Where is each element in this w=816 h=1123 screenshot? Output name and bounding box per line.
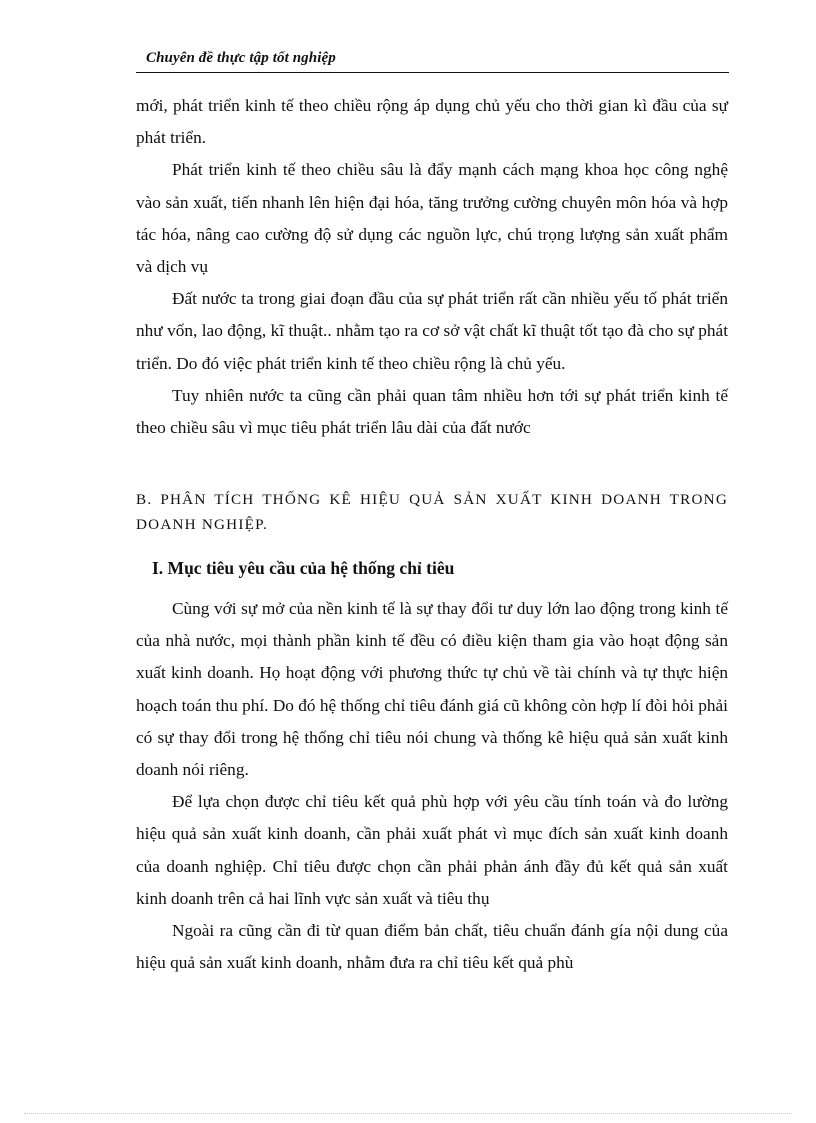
paragraph-2: Phát triển kinh tế theo chiều sâu là đẩy mạnh cách mạng khoa học công nghệ vào sản xuất, tiến nhanh lên hiện đại hóa, tăng trưởng cường chuyên môn hóa và hợp tác hóa, nâng cao cường độ sử dụng các nguồn lực, chú trọng lượng sản xuất phẩm và dịch vụ <box>136 160 728 277</box>
paragraph-1: mới, phát triển kinh tế theo chiều rộng áp dụng chủ yếu cho thời gian kì đầu của sự phát triển. <box>136 96 728 148</box>
page-header <box>136 46 729 73</box>
paragraph-4: Tuy nhiên nước ta cũng cần phải quan tâm nhiều hơn tới sự phát triển kinh tế theo chiều sâu vì mục tiêu phát triển lâu dài của đất nước <box>136 385 728 438</box>
section-b-heading: B. PHÂN TÍCH THỐNG KÊ HIỆU QUẢ SẢN XUẤT KINH DOANH TRONG DOANH NGHIỆP. <box>136 491 728 533</box>
body-text-bottom <box>136 593 728 979</box>
header-title: Chuyên đề thực tập tốt nghiệp <box>146 50 336 66</box>
paragraph-6: Để lựa chọn được chỉ tiêu kết quả phù hợp với yêu cầu tính toán và đo lường hiệu quả sản xuất kinh doanh, cần phải xuất phát vì mục đích sản xuất kinh doanh của doanh nghiệp. Chỉ tiêu được chọn cần phải phản ánh đầy đủ kết quả sản xuất kinh doanh trên cả hai lĩnh vực sản xuất và tiêu thụ <box>136 792 728 908</box>
paragraph-5: Cùng với sự mở của nền kinh tế là sự thay đổi tư duy lớn lao động trong kinh tế của nhà nước, mọi thành phần kinh tế đều có điều kiện tham gia vào hoạt động sản xuất kinh doanh. Họ hoạt động với phương thức tự chủ về tài chính và tự thực hiện hoạch toán thu phí. Do đó hệ thống chỉ tiêu đánh giá cũ không còn hợp lí đòi hỏi phải có sự thay đổi trong hệ thống chỉ tiêu nói chung và thống kê hiệu quả sản xuất kinh doanh nói riêng. <box>136 599 728 780</box>
body-text-top <box>136 90 728 444</box>
page-bottom-border <box>24 1113 792 1114</box>
subheading-i: I. Mục tiêu yêu cầu của hệ thống chỉ tiêu <box>152 558 455 578</box>
paragraph-7: Ngoài ra cũng cần đi từ quan điểm bản chất, tiêu chuẩn đánh gía nội dung của hiệu quả sản xuất kinh doanh, nhằm đưa ra chỉ tiêu kết quả phù <box>136 921 728 973</box>
paragraph-3: Đất nước ta trong giai đoạn đầu của sự phát triển rất cần nhiều yếu tố phát triển như vốn, lao động, kĩ thuật.. nhằm tạo ra cơ sở vật chất kĩ thuật tốt tạo đà cho sự phát triển. Do đó việc phát triển kinh tế theo chiều rộng là chủ yếu. <box>136 289 728 373</box>
